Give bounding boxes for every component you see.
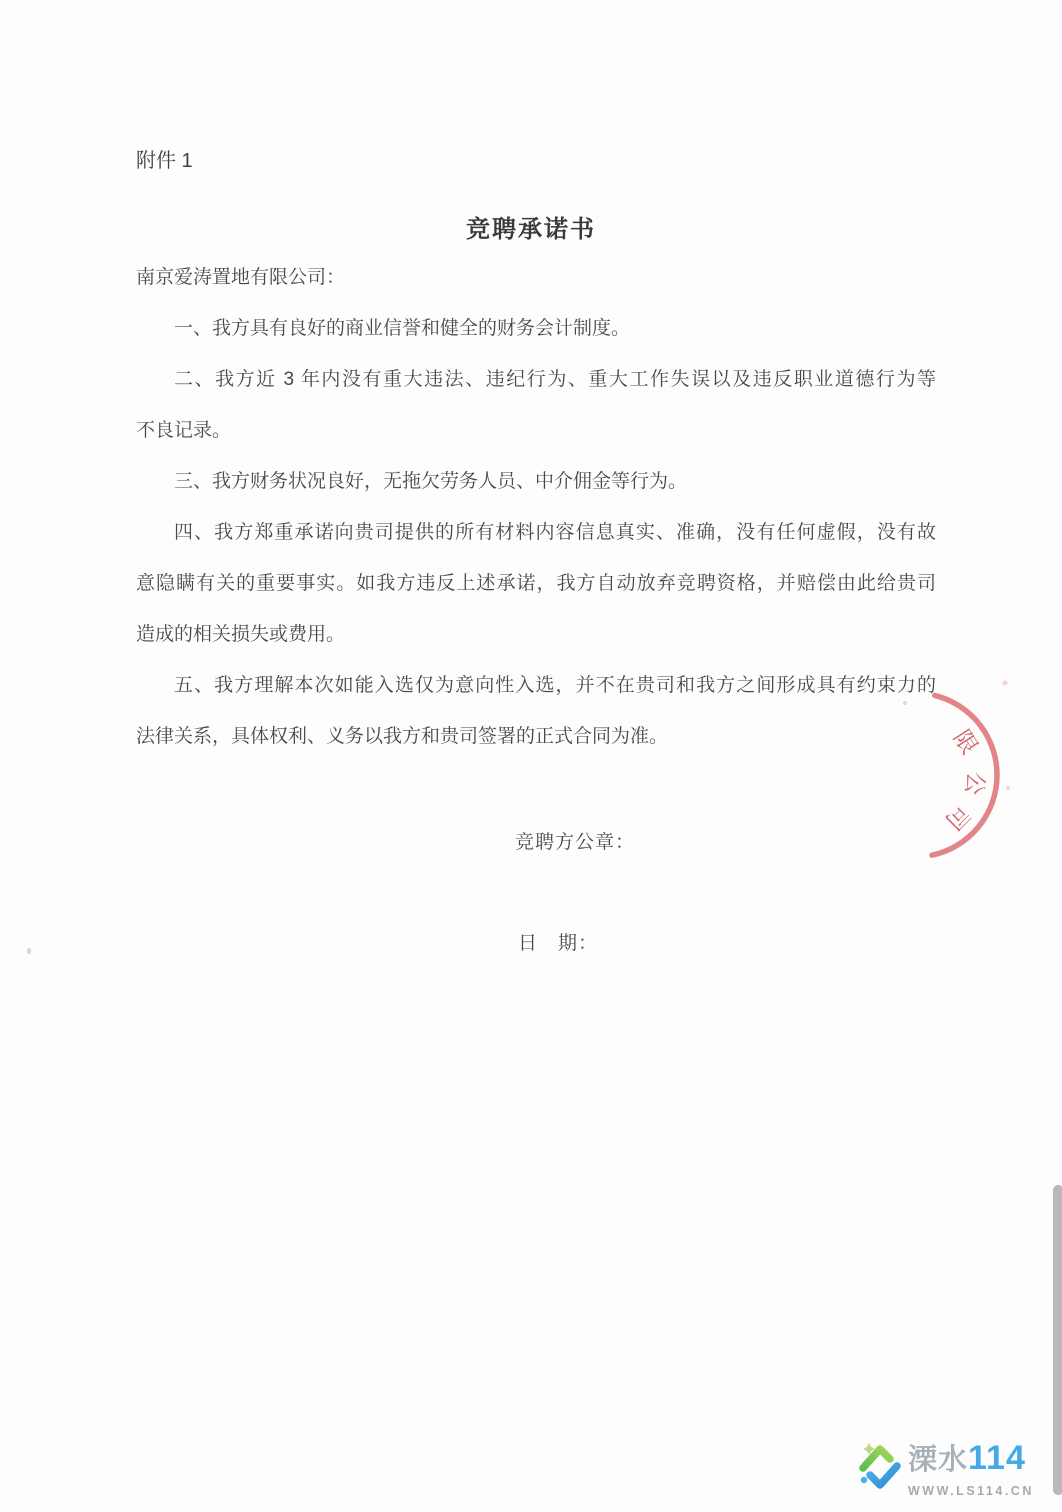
seal-ink-speck — [903, 701, 907, 705]
scan-artifact — [27, 948, 31, 954]
body-line: 五、我方理解本次如能入选仅为意向性入选，并不在贵司和我方之间形成具有约束力的 — [174, 675, 936, 696]
date-label: 日 期： — [518, 933, 599, 954]
seal-character: 公 — [960, 770, 989, 797]
document-body — [136, 252, 936, 762]
watermark-site-name: 溧水 — [908, 1444, 969, 1476]
body-line: 三、我方财务状况良好，无拖欠劳务人员、中介佣金等行为。 — [174, 471, 688, 492]
body-line: 南京爱涛置地有限公司： — [136, 267, 346, 288]
body-line: 法律关系，具体权利、义务以我方和贵司签署的正式合同为准。 — [136, 726, 669, 747]
body-line: 意隐瞒有关的重要事实。如我方违反上述承诺，我方自动放弃竞聘资格，并赔偿由此给贵司 — [136, 573, 936, 594]
watermark — [856, 1434, 1034, 1500]
watermark-logo-icon — [856, 1436, 904, 1494]
body-line: 二、我方近 3 年内没有重大违法、违纪行为、重大工作失误以及违反职业道德行为等 — [174, 369, 936, 390]
watermark-text — [908, 1440, 1034, 1498]
scrollbar-thumb[interactable] — [1053, 1185, 1062, 1495]
body-line: 一、我方具有良好的商业信誉和健全的财务会计制度。 — [174, 318, 631, 339]
seal-label: 竞聘方公章： — [515, 832, 636, 853]
body-line: 四、我方郑重承诺向贵司提供的所有材料内容信息真实、准确，没有任何虚假，没有故 — [174, 522, 936, 543]
document-title: 竞聘承诺书 — [466, 216, 596, 243]
body-line: 不良记录。 — [136, 420, 232, 441]
seal-character: 限 — [948, 725, 983, 759]
seal-character: 司 — [940, 800, 975, 835]
attachment-label: 附件 1 — [136, 150, 193, 172]
watermark-url: WWW.LS114.CN — [908, 1484, 1034, 1498]
company-seal-stamp — [855, 635, 1062, 915]
seal-ink-speck — [1003, 681, 1008, 686]
body-line: 造成的相关损失或费用。 — [136, 624, 346, 645]
watermark-site-number: 114 — [968, 1439, 1026, 1477]
seal-ink-speck — [1006, 786, 1010, 790]
